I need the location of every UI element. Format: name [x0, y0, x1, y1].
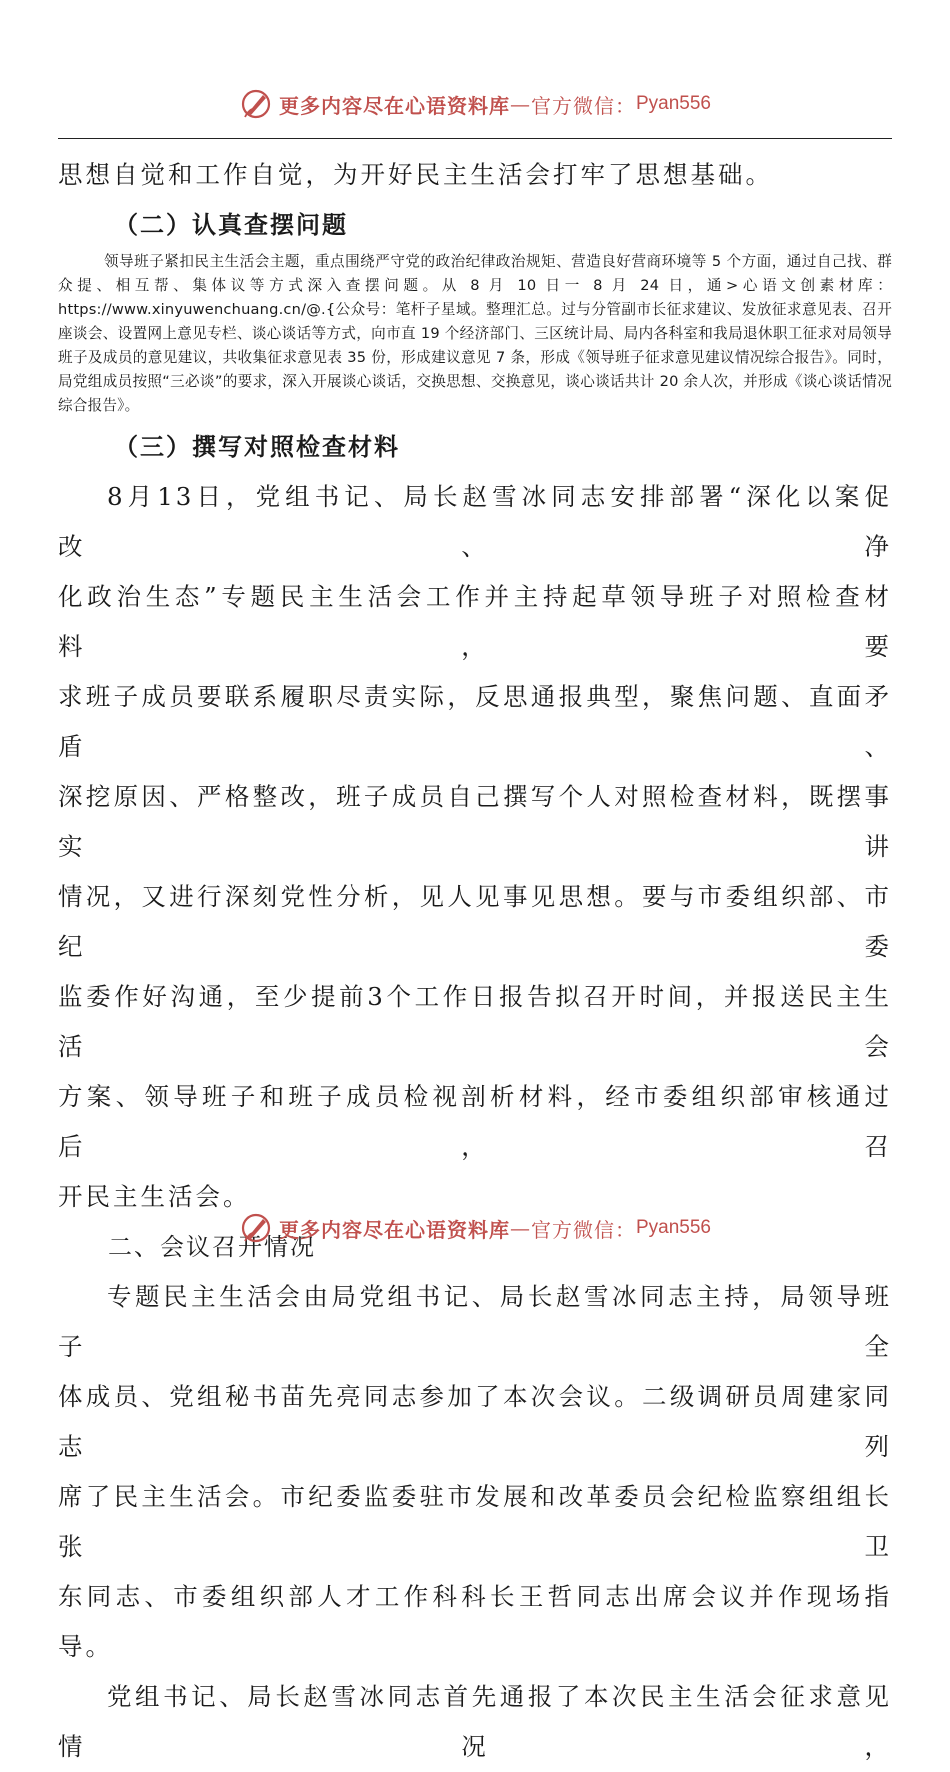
banner-brand: 更多内容尽在心语资料库 [278, 1217, 510, 1242]
text-line: 深挖原因、严格整改，班子成员自己撰写个人对照检查材料，既摆事实讲 [58, 782, 892, 861]
heading-check-problems: （二）认真查摆问题 [114, 210, 348, 239]
text-line: 体成员、党组秘书苗先亮同志参加了本次会议。二级调研员周建家同志列 [58, 1382, 892, 1461]
footer-banner [0, 1208, 950, 1248]
section-meeting-title: 二、会议召开情况 [108, 1233, 316, 1261]
banner-wechat-label: 官方微信： [530, 1217, 636, 1242]
header-banner [0, 84, 950, 124]
text-line: 化政治生态”专题民主生活会工作并主持起草领导班子对照检查材料，要 [58, 582, 892, 661]
text-line: 监委作好沟通，至少提前3个工作日报告拟召开时间，并报送民主生活会 [58, 982, 892, 1061]
quill-logo-icon [239, 87, 273, 121]
quill-logo-icon [239, 1211, 273, 1245]
text-line: 8月13日，党组书记、局长赵雪冰同志安排部署“深化以案促改、净 [58, 482, 892, 561]
banner-wechat-id: Pyan556 [635, 1217, 711, 1238]
text-line: 专题民主生活会由局党组书记、局长赵雪冰同志主持，局领导班子全 [58, 1282, 892, 1361]
banner-dash: — [509, 92, 531, 116]
text-line: 开民主生活会。 [58, 1182, 251, 1211]
banner-wechat-label: 官方微信： [530, 93, 636, 118]
text-line: 情况，又进行深刻党性分析，见人见事见思想。要与市委组织部、市纪委 [58, 882, 892, 961]
text-line: 席了民主生活会。市纪委监委驻市发展和改革委员会纪检监察组组长张卫 [58, 1482, 892, 1561]
paragraph-report-line: 党组书记、局长赵雪冰同志首先通报了本次民主生活会征求意见情况， [58, 1682, 892, 1761]
banner-brand: 更多内容尽在心语资料库 [278, 93, 510, 118]
text-line: 求班子成员要联系履职尽责实际，反思通报典型，聚焦问题、直面矛盾、 [58, 682, 892, 761]
paragraph-write-materials [58, 472, 892, 1222]
banner-dash: — [509, 1216, 531, 1240]
heading-write-materials: （三）撰写对照检查材料 [114, 432, 400, 461]
intro-line: 思想自觉和工作自觉，为开好民主生活会打牢了思想基础。 [58, 160, 773, 189]
paragraph-meeting [58, 1272, 892, 1672]
header-divider [58, 138, 892, 139]
text-line: 方案、领导班子和班子成员检视剖析材料，经市委组织部审核通过后，召 [58, 1082, 892, 1161]
text-line: 东同志、市委组织部人才工作科科长王哲同志出席会议并作现场指导。 [58, 1582, 892, 1661]
banner-wechat-id: Pyan556 [635, 93, 711, 114]
paragraph-check-problems: 领导班子紧扣民主生活会主题，重点围绕严守党的政治纪律政治规矩、营造良好营商环境等 5 个方面，通过自己找、群众提、相互帮、集体议等方式深入查摆问题。从 8 月 10 日一 8 月 24 日，通>心语文创素材库：https://www.xinyuwenchuang.cn/@.{公众号：笔杆子星域。整理汇总。过与分管副市长征求建议、发放征求意见表、召开座谈会、设置网上意见专栏、谈心谈话等方式，向市直 19 个经济部门、三区统计局、局内各科室和我局退休职工征求对局领导班子及成员的意见建议，共收集征求意见表 35 份，形成建议意见 7 条，形成《领导班子征求意见建议情况综合报告》。同时，局党组成员按照“三必谈”的要求，深入开展谈心谈话，交换思想、交换意见，谈心谈话共计 20 余人次，并形成《谈心谈话情况综合报告》。 [58, 253, 892, 414]
document-body [58, 150, 892, 1772]
